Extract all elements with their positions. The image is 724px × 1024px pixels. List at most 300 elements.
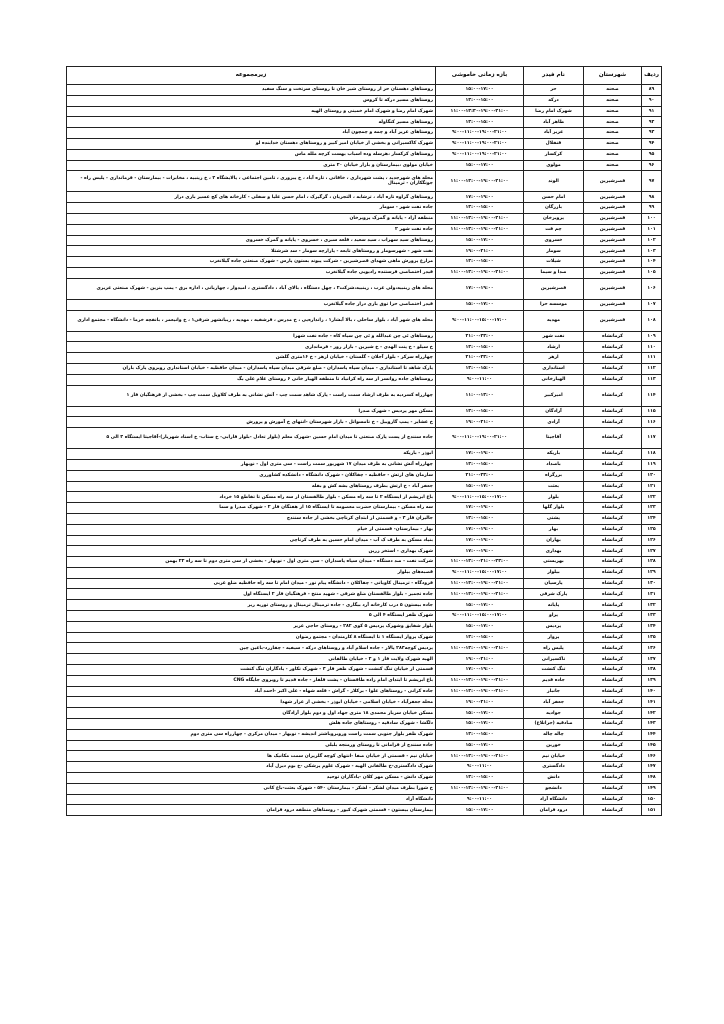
city-cell: کرمانشاه	[584, 342, 642, 353]
feeder-name-cell: بلوار گلها	[524, 503, 584, 514]
row-number-cell: ۱۵۱	[642, 805, 662, 816]
row-number-cell: ۹۸	[642, 192, 662, 203]
city-cell: کرمانشاه	[584, 406, 642, 417]
outage-time-cell: ۱۵:۰۰-۱۷:۰۰	[436, 719, 524, 730]
row-number-cell: ۱۰۰	[642, 213, 662, 224]
row-number-cell: ۱۱۴	[642, 385, 662, 406]
header-subset: زیرمجموعه	[67, 67, 436, 85]
city-cell: قصرشیرین	[584, 278, 642, 299]
row-number-cell: ۱۰۸	[642, 310, 662, 331]
city-cell: کرمانشاه	[584, 503, 642, 514]
table-row	[67, 557, 662, 568]
row-number-cell: ۱۳۴	[642, 621, 662, 632]
feeder-name-cell: بهداری	[524, 546, 584, 557]
outage-time-cell: ۱۳:۰۰-۱۵:۰۰	[436, 406, 524, 417]
row-number-cell: ۱۲۱	[642, 481, 662, 492]
subset-cell: خ عشایر - پمپ گازوییل - خ تامسواتل - بازار شهرستان -انتهای خ آموزش و پرورش	[67, 417, 436, 428]
outage-time-cell: ۱۵:۰۰-۱۷:۰۰	[436, 621, 524, 632]
row-number-cell: ۱۳۲	[642, 600, 662, 611]
table-row	[67, 428, 662, 449]
subset-cell: جاده بیستون ۵ درب کارخانه آرد بیگاری - جاده ترمینال ترمینال و روستای تورپه ریز	[67, 600, 436, 611]
feeder-name-cell: جعفر آباد	[524, 697, 584, 708]
outage-time-cell: ۹:۰۰-۱۱:۰۰	[436, 374, 524, 385]
feeder-name-cell: خیابان نیم	[524, 751, 584, 762]
table-row	[67, 374, 662, 385]
row-number-cell: ۱۰۱	[642, 224, 662, 235]
city-cell: کرمانشاه	[584, 481, 642, 492]
outage-time-cell: ۱۹:۰۰-۲۱:۰۰	[436, 697, 524, 708]
row-number-cell: ۱۳۰	[642, 578, 662, 589]
table-row	[67, 203, 662, 214]
row-number-cell: ۱۱۱	[642, 353, 662, 364]
row-number-cell: ۹۳	[642, 128, 662, 139]
subset-cell: پردیس کوچه۲۸۳ پالاز - جاده اسلام آباد و روستاهای درکه - سیفیه - چقازرد-باغین چین	[67, 643, 436, 654]
feeder-name-cell: دانشگاه آزاد	[524, 794, 584, 805]
feeder-name-cell: جاده قدیم	[524, 675, 584, 686]
row-number-cell: ۸۹	[642, 85, 662, 96]
city-cell: کرمانشاه	[584, 578, 642, 589]
feeder-name-cell: چاله چاله	[524, 729, 584, 740]
outage-time-cell: ۱۱:۰۰-۱۳:۰۰-۱۹:۰۰-۲۱:۰۰	[436, 578, 524, 589]
table-row	[67, 762, 662, 773]
row-number-cell: ۱۳۷	[642, 654, 662, 665]
row-number-cell: ۱۱۰	[642, 342, 662, 353]
outage-time-cell: ۱۳:۰۰-۱۵:۰۰	[436, 729, 524, 740]
table-row	[67, 470, 662, 481]
row-number-cell: ۱۱۸	[642, 449, 662, 460]
feeder-name-cell: طاهر آباد	[524, 117, 584, 128]
table-row	[67, 751, 662, 762]
city-cell: کرمانشاه	[584, 762, 642, 773]
city-cell: کرمانشاه	[584, 686, 642, 697]
row-number-cell: ۱۳۸	[642, 665, 662, 676]
outage-time-cell: ۱۷:۰۰-۱۹:۰۰	[436, 535, 524, 546]
feeder-name-cell: آزادگان	[524, 406, 584, 417]
city-cell: کرمانشاه	[584, 353, 642, 364]
feeder-name-cell: باصداد	[524, 459, 584, 470]
subset-cell: خیابان نیم - قسمتی از خیابان صفا -انتهای کوچه گلریزان سمت مکانیک ها	[67, 751, 436, 762]
feeder-name-cell: قصرشیرین	[524, 278, 584, 299]
feeder-name-cell: پردیس	[524, 621, 584, 632]
table-row	[67, 492, 662, 503]
outage-time-cell: ۱۹:۰۰-۲۱:۰۰	[436, 246, 524, 257]
table-row	[67, 546, 662, 557]
feeder-name-cell: آزادی	[524, 417, 584, 428]
city-cell: کرمانشاه	[584, 783, 642, 794]
table-row	[67, 149, 662, 160]
outage-time-cell: ۱۵:۰۰-۱۷:۰۰	[436, 160, 524, 171]
feeder-name-cell: مولوی	[524, 160, 584, 171]
row-number-cell: ۱۰۴	[642, 257, 662, 268]
subset-cell: دانشگاه آزاد	[67, 794, 436, 805]
feeder-name-cell: الهیارخانی	[524, 374, 584, 385]
table-row	[67, 192, 662, 203]
city-cell: کرمانشاه	[584, 524, 642, 535]
table-row	[67, 773, 662, 784]
subset-cell: فیدر اختصاصی حرا توق بازی دراز جاده گیلانغرب	[67, 299, 436, 310]
subset-cell: شهرک ظفر ایستگاه ۴ الی ۵	[67, 611, 436, 622]
feeder-name-cell: الوند	[524, 171, 584, 192]
outage-time-cell: ۱۵:۰۰-۱۷:۰۰	[436, 481, 524, 492]
outage-time-cell: ۹:۰۰-۱۱:۰۰-۱۵:۰۰-۱۷:۰۰	[436, 310, 524, 331]
city-cell: کرمانشاه	[584, 751, 642, 762]
feeder-name-cell: پایانه	[524, 600, 584, 611]
feeder-name-cell: پراو	[524, 611, 584, 622]
feeder-name-cell: کرکسار	[524, 149, 584, 160]
feeder-name-cell: خسروی	[524, 235, 584, 246]
table-row	[67, 353, 662, 364]
subset-cell: ابوذر - باریکه	[67, 449, 436, 460]
subset-cell: روستاهای عزیز آباد و چمه و چمچون آباد	[67, 128, 436, 139]
city-cell: کرمانشاه	[584, 385, 642, 406]
table-row	[67, 632, 662, 643]
table-row	[67, 299, 662, 310]
table-row	[67, 481, 662, 492]
outage-time-cell: ۹:۰۰-۱۱:۰۰	[436, 762, 524, 773]
feeder-name-cell: بزرگراه	[524, 470, 584, 481]
city-cell: کرمانشاه	[584, 459, 642, 470]
row-number-cell: ۱۴۲	[642, 708, 662, 719]
feeder-name-cell: نفت شهر	[524, 331, 584, 342]
feeder-name-cell: استانداری	[524, 363, 584, 374]
table-row	[67, 246, 662, 257]
table-row	[67, 708, 662, 719]
city-cell: کرمانشاه	[584, 773, 642, 784]
table-row	[67, 503, 662, 514]
table-row	[67, 95, 662, 106]
outage-time-cell: ۱۳:۰۰-۱۵:۰۰	[436, 632, 524, 643]
row-number-cell: ۱۲۰	[642, 470, 662, 481]
table-row	[67, 160, 662, 171]
row-number-cell: ۱۱۵	[642, 406, 662, 417]
subset-cell: شهرک امام رضا و شهرک امام خمینی و روستای الهیه	[67, 106, 436, 117]
table-row	[67, 138, 662, 149]
table-row	[67, 278, 662, 299]
subset-cell: شهرک بهداری - استخر زرین	[67, 546, 436, 557]
subset-cell: بلوار شقایق وشهرک پردیس ۵ کوی ۲۸۲ - روستای حاجی عزیز	[67, 621, 436, 632]
outage-time-cell: ۱۵:۰۰-۱۷:۰۰	[436, 740, 524, 751]
header-row-number: ردیف	[642, 67, 662, 85]
subset-cell: چهارراه سرکر - بلوار آجلان - گلستان - خیابان ازهر - خ ۱۶متری گلشن	[67, 353, 436, 364]
table-row	[67, 85, 662, 96]
subset-cell: پارک شاهد تا استانداری - میدان سپاه پاسداران - ضلع شرقی میدان سپاه پاسداران - میدان حافظیه - خیابان استانداری روبروی پارک باران	[67, 363, 436, 374]
feeder-name-cell: جانباز	[524, 686, 584, 697]
subset-cell: جاده سنندج از پست پارک صنعتی تا میدان امام حسین -شهرک معلم (بلوار تعادل -بلوار فارابی- خ ستاب- خ اسناد شهریار)-آقاجیتا ایستگاه ۳ الی ۵	[67, 428, 436, 449]
table-row	[67, 257, 662, 268]
row-number-cell: ۱۴۳	[642, 719, 662, 730]
table-row	[67, 267, 662, 278]
feeder-name-cell: تنگ کنشت	[524, 665, 584, 676]
city-cell: کرمانشاه	[584, 600, 642, 611]
table-row	[67, 213, 662, 224]
outage-time-cell: ۱۳:۰۰-۱۵:۰۰	[436, 363, 524, 374]
subset-cell: باغ ابریشم تا ابتدای امام زاده طاقستان - پشت فلقار - جاده قدیم تا روبروی جایگاه CNG	[67, 675, 436, 686]
subset-cell: محله های زینبیه،ولی غرب ، زینبیه،شرکت۲ ، چهل دستگاه ، بالای آباد ، دادگستری ، امیدوار ، چهاربانی ، اداره برق - پمپ بنزین - شهرک صنعتی عزیزی	[67, 278, 436, 299]
feeder-name-cell: موسسه حرا	[524, 299, 584, 310]
city-cell: صحنه	[584, 95, 642, 106]
feeder-name-cell: خورین	[524, 740, 584, 751]
city-cell: کرمانشاه	[584, 621, 642, 632]
outage-time-cell: ۱۱:۰۰-۱۳:۰۰-۱۹:۰۰-۲۱:۰۰	[436, 686, 524, 697]
city-cell: کرمانشاه	[584, 632, 642, 643]
row-number-cell: ۱۱۹	[642, 459, 662, 470]
row-number-cell: ۹۵	[642, 149, 662, 160]
city-cell: قصرشیرین	[584, 246, 642, 257]
outage-time-cell: ۱۳:۰۰-۱۵:۰۰	[436, 513, 524, 524]
subset-cell: شرکت نفت - صد دستگاه - میدان سپاه پاسداران - سی متری اول - نوبهار - بخشی از سی متری دوم تا سه راه ۲۲ بهمن	[67, 557, 436, 568]
subset-cell: مسکن مهر پردیس - شهرک صدرا	[67, 406, 436, 417]
feeder-name-cell: صادقیه (جرانلاغ)	[524, 719, 584, 730]
feeder-name-cell: بعثت	[524, 481, 584, 492]
outage-time-cell: ۱۷:۰۰-۱۹:۰۰	[436, 665, 524, 676]
city-cell: کرمانشاه	[584, 513, 642, 524]
outage-time-cell: ۱۵:۰۰-۱۷:۰۰	[436, 299, 524, 310]
subset-cell: روستاهای کرکسار ،هرسله وده اسباب بهست کرچه ملله ماس	[67, 149, 436, 160]
feeder-name-cell: بلوار	[524, 492, 584, 503]
row-number-cell: ۱۲۳	[642, 503, 662, 514]
subset-cell: مسکن خیابان سرباز محمدی ۱۸ متری جهاد اول و دوم بلوار آزادگان	[67, 708, 436, 719]
table-row	[67, 665, 662, 676]
feeder-name-cell: چم فت	[524, 224, 584, 235]
row-number-cell: ۱۴۹	[642, 783, 662, 794]
row-number-cell: ۱۳۳	[642, 611, 662, 622]
outage-time-cell: ۱۱:۰۰-۱۳:۰۰-۱۹:۰۰-۲۱:۰۰	[436, 267, 524, 278]
header-city: شهرستان	[584, 67, 642, 85]
row-number-cell: ۱۳۱	[642, 589, 662, 600]
header-outage-time: بازه زمانی خاموشی	[436, 67, 524, 85]
outage-time-cell: ۹:۰۰-۱۱:۰۰-۱۹:۰۰-۲۱:۰۰	[436, 149, 524, 160]
row-number-cell: ۱۳۹	[642, 675, 662, 686]
city-cell: قصرشیرین	[584, 257, 642, 268]
outage-time-cell: ۹:۰۰-۱۱:۰۰-۱۵:۰۰-۱۷:۰۰	[436, 611, 524, 622]
feeder-name-cell: تاکسیرانی	[524, 654, 584, 665]
outage-time-cell: ۱۳:۰۰-۱۵:۰۰	[436, 342, 524, 353]
row-number-cell: ۱۲۶	[642, 535, 662, 546]
outage-time-cell: ۱۵:۰۰-۱۷:۰۰	[436, 235, 524, 246]
city-cell: کرمانشاه	[584, 665, 642, 676]
outage-schedule-document	[66, 66, 661, 816]
outage-time-cell: ۱۳:۰۰-۱۵:۰۰	[436, 459, 524, 470]
row-number-cell: ۱۴۸	[642, 773, 662, 784]
feeder-name-cell: بهاران	[524, 535, 584, 546]
city-cell: کرمانشاه	[584, 708, 642, 719]
city-cell: کرمانشاه	[584, 557, 642, 568]
city-cell: قصرشیرین	[584, 235, 642, 246]
row-number-cell: ۱۴۷	[642, 762, 662, 773]
feeder-name-cell: سومار	[524, 246, 584, 257]
feeder-name-cell: امام حسن	[524, 192, 584, 203]
city-cell: کرمانشاه	[584, 331, 642, 342]
subset-cell: محله جعفرآباد - خیابان اسلامی - خیابان ابوذر - بخشی از عزار شهدا	[67, 697, 436, 708]
table-row	[67, 171, 662, 192]
feeder-name-cell: بیلوار	[524, 567, 584, 578]
feeder-name-cell: قنقلال	[524, 138, 584, 149]
row-number-cell: ۱۰۷	[642, 299, 662, 310]
feeder-name-cell: جوادیه	[524, 708, 584, 719]
table-row	[67, 729, 662, 740]
feeder-name-cell: پرواز	[524, 632, 584, 643]
row-number-cell: ۱۴۴	[642, 729, 662, 740]
table-row	[67, 224, 662, 235]
subset-cell: نفت شهر - شهرسومار و روستاهای تابعه - پازارچه سومار - سد شرشتلا	[67, 246, 436, 257]
table-row	[67, 310, 662, 331]
city-cell: قصرشیرین	[584, 224, 642, 235]
table-row	[67, 578, 662, 589]
city-cell: کرمانشاه	[584, 363, 642, 374]
city-cell: کرمانشاه	[584, 675, 642, 686]
table-row	[67, 128, 662, 139]
outage-time-cell: ۱۱:۰۰-۱۳:۰۰-۲۱:۰۰-۲۳:۰۰	[436, 557, 524, 568]
table-row	[67, 363, 662, 374]
subset-cell: روستاهای سید سهراب ، سید سعید ، قلعه سبزی ، خسروی - پایانه و گمرک خسروی	[67, 235, 436, 246]
outage-time-cell: ۱۵:۰۰-۱۷:۰۰	[436, 708, 524, 719]
subset-cell: مزارع پرورش ماهی شهدای قصرشیرین - شرکت پیوند بستون پارس - شهرک صنعتی جاده گیلانغرب	[67, 257, 436, 268]
feeder-name-cell: درکه	[524, 95, 584, 106]
feeder-name-cell: پلیس راه	[524, 643, 584, 654]
table-row	[67, 783, 662, 794]
city-cell: کرمانشاه	[584, 546, 642, 557]
feeder-name-cell: درود فرامان	[524, 805, 584, 816]
city-cell: کرمانشاه	[584, 611, 642, 622]
table-row	[67, 719, 662, 730]
outage-time-cell: ۱۱:۰۰-۱۳:۰۰-۱۹:۰۰-۲۱:۰۰	[436, 783, 524, 794]
outage-time-cell: ۱۱:۰۰-۱۳:۰۰-۱۹:۰۰-۲۱:۰۰	[436, 171, 524, 192]
city-cell: صحنه	[584, 138, 642, 149]
city-cell: قصرشیرین	[584, 203, 642, 214]
outage-time-cell: ۱۷:۰۰-۱۹:۰۰	[436, 503, 524, 514]
table-row	[67, 535, 662, 546]
table-row	[67, 459, 662, 470]
table-row	[67, 385, 662, 406]
subset-cell: محله های شهر آباد ، بلوار ساحلی ، بالا آبشار۱ ، زانداره‌یی ، خ مدرس ، فرشقیه ، مهدیه ، زیبانشهر شرقی۱ ، خ وانیعمر ، بانقچه خرما - دانشگاه - مجتمع اداری	[67, 310, 436, 331]
feeder-name-cell: بهار	[524, 524, 584, 535]
table-row	[67, 654, 662, 665]
table-row	[67, 675, 662, 686]
subset-cell: فیدر اختصاصی فرستنده رادیویی جاده گیلانغرب	[67, 267, 436, 278]
row-number-cell: ۹۰	[642, 95, 662, 106]
subset-cell: بهار - بیمارستان- قسمتی از خیام	[67, 524, 436, 535]
city-cell: صحنه	[584, 117, 642, 128]
row-number-cell: ۱۱۳	[642, 374, 662, 385]
row-number-cell: ۹۱	[642, 106, 662, 117]
subset-cell: سازمان های ارتش - حافظیه - چقاکلان - شهرک دانشگاه - دانشکده کشاورزی	[67, 470, 436, 481]
city-cell: قصرشیرین	[584, 171, 642, 192]
city-cell: کرمانشاه	[584, 643, 642, 654]
table-row	[67, 567, 662, 578]
city-cell: صحنه	[584, 106, 642, 117]
table-row	[67, 513, 662, 524]
subset-cell: چهارراه کسردیه به طرف ارشاد سمت راست - پارک شاهد سمت چپ - آتش نشانی به طرف کلاویل سمت چپ - بخشی از فرهنگیان فاز ۱	[67, 385, 436, 406]
subset-cell: جاده نفت شهر - سومار	[67, 203, 436, 214]
subset-cell: خ شورا بطرف میدان لشکر - لشکر - بیمارستان ۵۴۰ - شهرک بعثت-باغ کانی	[67, 783, 436, 794]
outage-time-cell: ۱۵:۰۰-۱۷:۰۰	[436, 85, 524, 96]
feeder-name-cell: شهرک امام رضا	[524, 106, 584, 117]
row-number-cell: ۱۵۰	[642, 794, 662, 805]
outage-time-cell: ۱۹:۰۰-۲۱:۰۰	[436, 654, 524, 665]
city-cell: قصرشیرین	[584, 267, 642, 278]
table-row	[67, 331, 662, 342]
row-number-cell: ۹۴	[642, 138, 662, 149]
subset-cell: خ سیلو - خ پنت الهدی - خ شیرین - بازار روز - فرمانداری	[67, 342, 436, 353]
subset-cell: محله های شهرجدید ، پشت شهرداری ، خاقانی ، تازه آباد ، خ پیروزی ، تامین اجتماعی ، پالایشگاه ۲ ، خ زینبیه ، مخابرات - بیمارستان - فرمانداری - پلیس راه - جونگکاران - ترمینال	[67, 171, 436, 192]
outage-table	[66, 66, 662, 816]
outage-time-cell: ۲۱:۰۰-۲۳:۰۰	[436, 353, 524, 364]
subset-cell: خیابان مولوی ،بیمارستان و بازار خیابان ۲۰ متری	[67, 160, 436, 171]
outage-time-cell: ۱۷:۰۰-۱۹:۰۰	[436, 192, 524, 203]
outage-time-cell: ۹:۰۰-۱۱:۰۰	[436, 794, 524, 805]
table-row	[67, 589, 662, 600]
table-row	[67, 524, 662, 535]
row-number-cell: ۱۳۶	[642, 643, 662, 654]
row-number-cell: ۱۴۰	[642, 686, 662, 697]
subset-cell: دلگشا - شهرک سادقیه - روستاهای جاده هلش	[67, 719, 436, 730]
outage-time-cell: ۱۳:۰۰-۱۵:۰۰	[436, 773, 524, 784]
outage-time-cell: ۱۵:۰۰-۱۷:۰۰	[436, 805, 524, 816]
subset-cell: سه راه مسکن - بیمارستان حضرت معصومه تا ایستگاه ۱۵ از هفتگان فاز ۲ - شهرک صدرا و سما	[67, 503, 436, 514]
outage-time-cell: ۲۱:۰۰-۲۳:۰۰	[436, 470, 524, 481]
table-header-row	[67, 67, 662, 85]
table-row	[67, 117, 662, 128]
subset-cell: روستاهای مسیر درکه تا کروس	[67, 95, 436, 106]
city-cell: کرمانشاه	[584, 697, 642, 708]
subset-cell: شهرک دادگستری-خ طالقانی الهیه - شهرک علوم پزشکی -خ بوم دیزل آباد	[67, 762, 436, 773]
subset-cell: شهرک ظفر بلوار جنوبی سمت راست وروبروباشتر اندیشه - نوبهار - میدان مرکزی - چهارراه سی متری دوم	[67, 729, 436, 740]
feeder-name-cell: پارسیان	[524, 578, 584, 589]
feeder-name-cell: شیلات	[524, 257, 584, 268]
feeder-name-cell: دانش	[524, 773, 584, 784]
outage-time-cell: ۱۱:۰۰-۱۳:۰۰-۱۹:۰۰-۲۱:۰۰	[436, 224, 524, 235]
outage-time-cell: ۹:۰۰-۱۱:۰۰-۱۹:۰۰-۲۱:۰۰	[436, 128, 524, 139]
outage-time-cell: ۹:۰۰-۱۱:۰۰-۱۹:۰۰-۲۱:۰۰	[436, 428, 524, 449]
table-row	[67, 342, 662, 353]
subset-cell: قسمتی از خیابان تنگ کنشت - شهرک ظفر فاز ۳ - شهرک تکاور - یادگاران تنگ کنشت	[67, 665, 436, 676]
city-cell: کرمانشاه	[584, 492, 642, 503]
subset-cell: فرودگاه - ترمینال کاویانی - چقاکلان - دانشگاه پیام نور - میدان امام تا سه راه حافظیه ضلع غربی	[67, 578, 436, 589]
row-number-cell: ۱۴۵	[642, 740, 662, 751]
outage-time-cell: ۱۱:۰۰-۱۳:۰۰-۱۹:۰۰-۲۱:۰۰	[436, 751, 524, 762]
feeder-name-cell: حر	[524, 85, 584, 96]
feeder-name-cell: باریکه	[524, 449, 584, 460]
row-number-cell: ۱۲۴	[642, 513, 662, 524]
feeder-name-cell: مهدیه	[524, 310, 584, 331]
table-row	[67, 106, 662, 117]
feeder-name-cell: آقاجیتا	[524, 428, 584, 449]
table-row	[67, 600, 662, 611]
subset-cell: جالیزان فاز ۳ - و قسمتی از ابتدای کرناچی بخشی از جاده سنندج	[67, 513, 436, 524]
city-cell: کرمانشاه	[584, 374, 642, 385]
subset-cell: شهرک کاکسیرانی و بخشی از خیابان امیر کبیر و روستاهای دهستان خدابنده لو	[67, 138, 436, 149]
row-number-cell: ۹۷	[642, 171, 662, 192]
outage-time-cell: ۱۳:۰۰-۱۵:۰۰	[436, 117, 524, 128]
table-row	[67, 611, 662, 622]
row-number-cell: ۱۲۸	[642, 557, 662, 568]
row-number-cell: ۱۰۹	[642, 331, 662, 342]
subset-cell: روستاهای ئی چن عبدالله و ئی چن سیاه کاه - جاده نفت شهرا	[67, 331, 436, 342]
outage-time-cell: ۱۷:۰۰-۱۹:۰۰	[436, 278, 524, 299]
subset-cell: چهارراه آتش نشانی به طرف میدان ۱۷ شهریور سمت راست - سی متری اول - نوبهار	[67, 459, 436, 470]
row-number-cell: ۱۲۹	[642, 567, 662, 578]
feeder-name-cell: ازهر	[524, 353, 584, 364]
table-row	[67, 805, 662, 816]
outage-time-cell: ۱۱:۰۰-۱۳:۰۰-۱۹:۰۰-۲۱:۰۰	[436, 675, 524, 686]
city-cell: صحنه	[584, 160, 642, 171]
row-number-cell: ۱۳۵	[642, 632, 662, 643]
row-number-cell: ۱۲۷	[642, 546, 662, 557]
outage-time-cell: ۲۱:۰۰-۲۳:۰۰	[436, 331, 524, 342]
city-cell: کرمانشاه	[584, 805, 642, 816]
city-cell: کرمانشاه	[584, 729, 642, 740]
subset-cell: جاده کرانی - روستاهای علوا - بزکلار - گراش - قلعه شهاه - علی اکبر -احمد آباد	[67, 686, 436, 697]
